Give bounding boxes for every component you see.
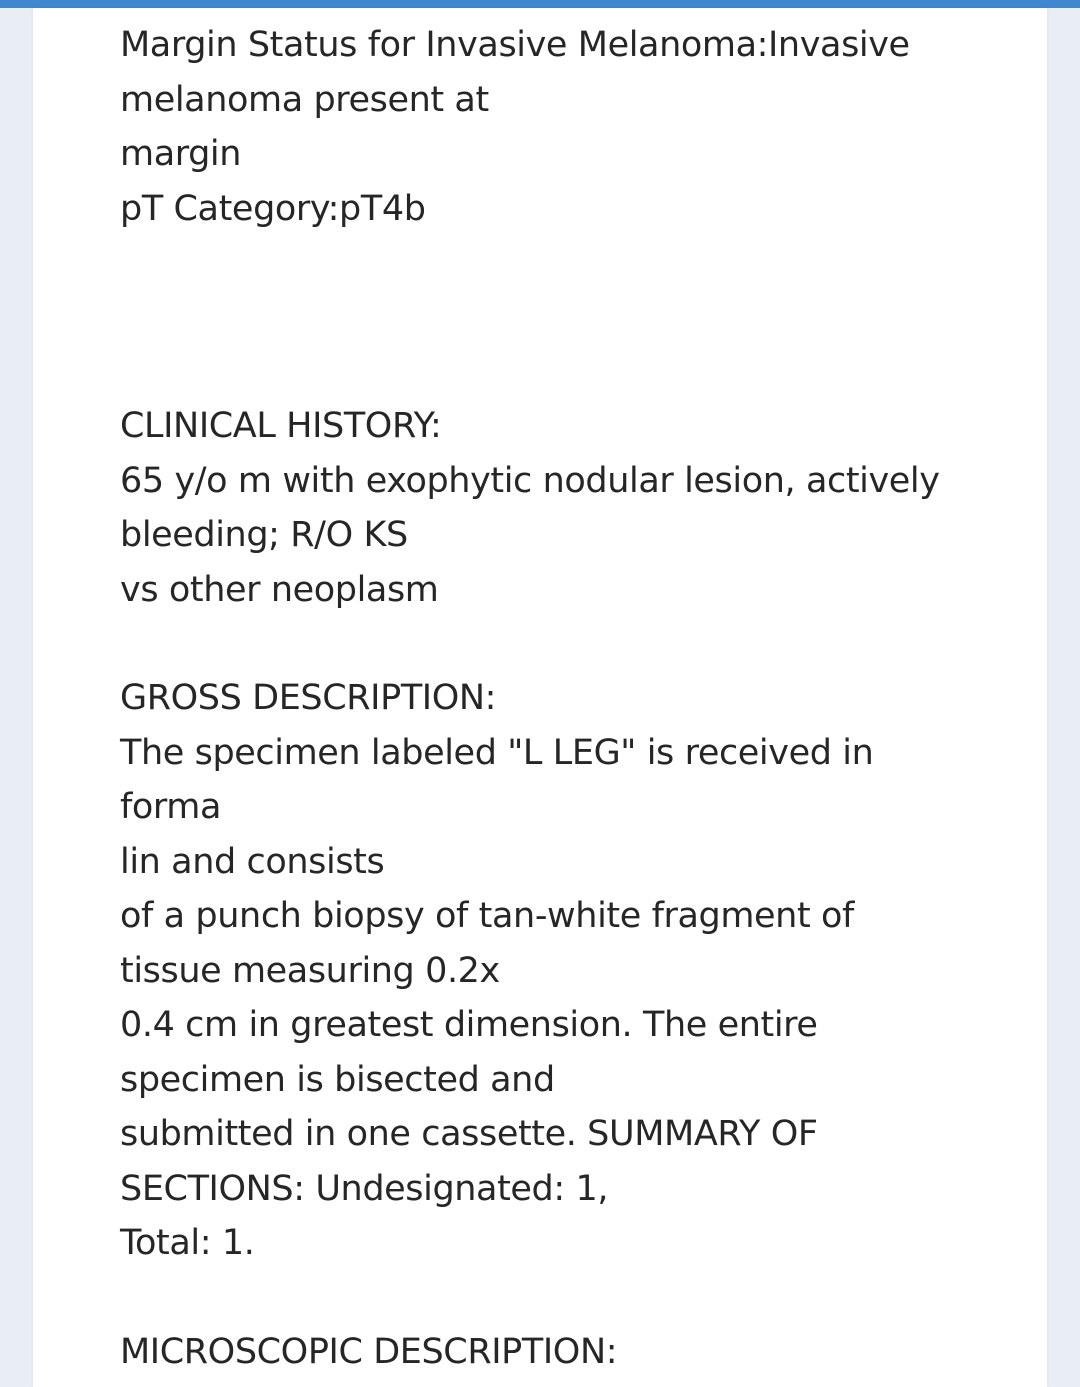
report-line: lin and consists bbox=[120, 841, 385, 882]
report-text bbox=[120, 18, 1020, 1379]
report-line: 65 y/o m with exophytic nodular lesion, actively bbox=[120, 460, 940, 501]
report-line: margin bbox=[120, 134, 242, 174]
report-line: pT Category:pT4b bbox=[120, 188, 426, 229]
report-line: forma bbox=[120, 787, 222, 827]
report-line: Total: 1. bbox=[120, 1223, 255, 1263]
report-line: SECTIONS: Undesignated: 1, bbox=[120, 1168, 609, 1209]
section-heading: CLINICAL HISTORY: bbox=[120, 406, 442, 446]
document-page bbox=[33, 8, 1047, 1387]
top-accent-bar bbox=[0, 0, 1080, 8]
microscopic-description-section bbox=[120, 1325, 1020, 1380]
margin-status-section bbox=[120, 18, 1020, 236]
report-line: specimen is bisected and bbox=[120, 1059, 555, 1100]
report-line: vs other neoplasm bbox=[120, 569, 439, 610]
report-line: bleeding; R/O KS bbox=[120, 515, 408, 555]
section-heading: MICROSCOPIC DESCRIPTION: bbox=[120, 1331, 618, 1372]
report-line: melanoma present at bbox=[120, 79, 489, 120]
report-line: submitted in one cassette. SUMMARY OF bbox=[120, 1114, 818, 1154]
report-line: Margin Status for Invasive Melanoma:Invasive bbox=[120, 25, 910, 65]
gross-description-section bbox=[120, 671, 1020, 1271]
report-line: tissue measuring 0.2x bbox=[120, 950, 500, 991]
section-heading: GROSS DESCRIPTION: bbox=[120, 678, 497, 718]
report-line: 0.4 cm in greatest dimension. The entire bbox=[120, 1005, 818, 1045]
clinical-history-section bbox=[120, 399, 1020, 617]
report-line: The specimen labeled "L LEG" is received in bbox=[120, 732, 874, 773]
report-line: of a punch biopsy of tan-white fragment of bbox=[120, 896, 854, 936]
